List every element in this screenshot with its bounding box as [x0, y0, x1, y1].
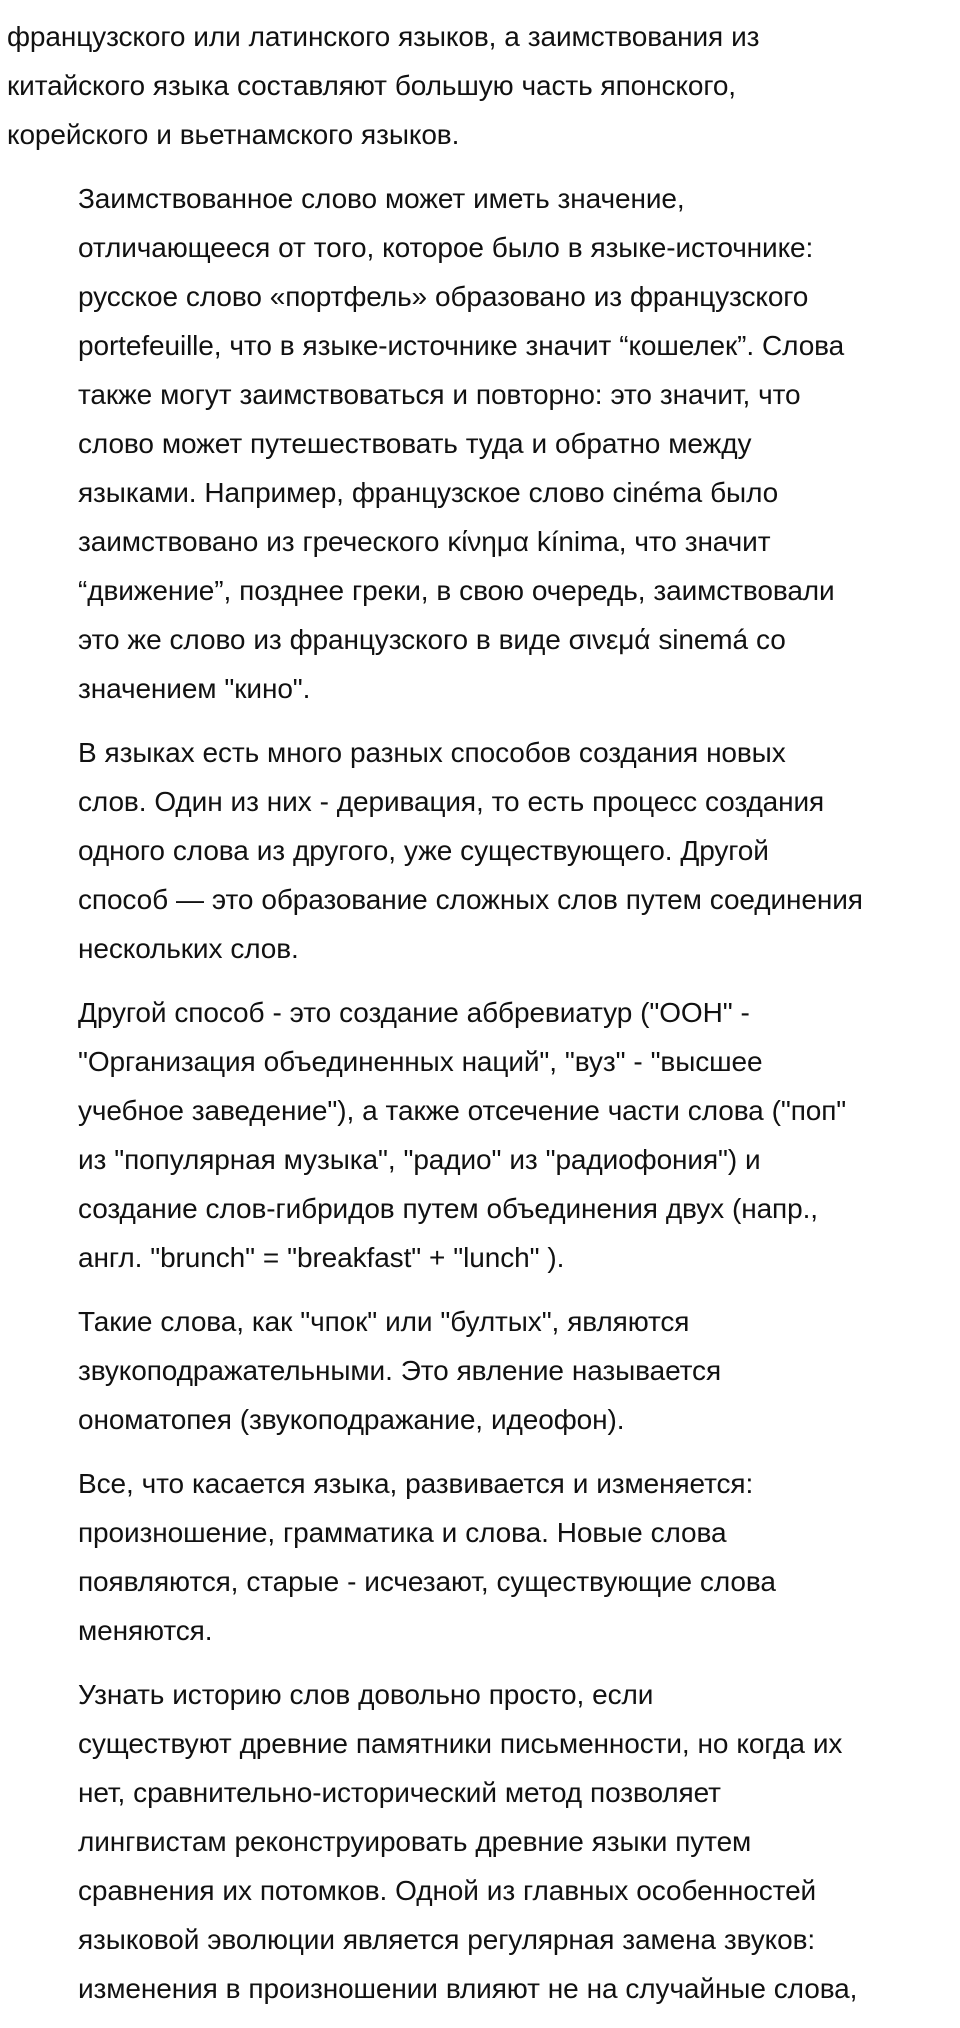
text-line: корейского и вьетнамского языков.	[7, 119, 460, 150]
text-line: русское слово «портфель» образовано из французского	[78, 281, 809, 312]
text-line: нескольких слов.	[78, 933, 299, 964]
text-line: учебное заведение"), а также отсечение части слова ("поп"	[78, 1095, 847, 1126]
text-line: сравнения их потомков. Одной из главных особенностей	[78, 1875, 817, 1906]
text-line: Другой способ - это создание аббревиатур ("ООН" -	[78, 997, 750, 1028]
text-line: из "популярная музыка", "радио" из "радиофония") и	[78, 1144, 761, 1175]
text-line: произношение, грамматика и слова. Новые слова	[78, 1517, 727, 1548]
text-line: Заимствованное слово может иметь значение,	[78, 183, 685, 214]
document-page	[7, 12, 947, 2028]
paragraph	[7, 1297, 947, 1444]
text-line: Все, что касается языка, развивается и изменяется:	[78, 1468, 754, 1499]
paragraph	[7, 174, 947, 713]
text-line: одного слова из другого, уже существующего. Другой	[78, 835, 769, 866]
text-line: также могут заимствоваться и повторно: это значит, что	[78, 379, 801, 410]
paragraph	[7, 728, 947, 973]
text-line: Такие слова, как "чпок" или "бултых", являются	[78, 1306, 690, 1337]
text-line: создание слов-гибридов путем объединения двух (напр.,	[78, 1193, 818, 1224]
text-line: слово может путешествовать туда и обратно между	[78, 428, 752, 459]
text-line: Узнать историю слов довольно просто, если	[78, 1679, 654, 1710]
text-line: отличающееся от того, которое было в языке-источнике:	[78, 232, 814, 263]
text-line: “движение”, позднее греки, в свою очередь, заимствовали	[78, 575, 835, 606]
text-line: языковой эволюции является регулярная замена звуков:	[78, 1924, 816, 1955]
text-line: китайского языка составляют большую часть японского,	[7, 70, 736, 101]
paragraph	[7, 1459, 947, 1655]
text-line: "Организация объединенных наций", "вуз" - "высшее	[78, 1046, 763, 1077]
text-line: лингвистам реконструировать древние языки путем	[78, 1826, 752, 1857]
text-line: англ. "brunch" = "breakfast" + "lunch" ).	[78, 1242, 565, 1273]
text-line: появляются, старые - исчезают, существующие слова	[78, 1566, 776, 1597]
text-line: В языках есть много разных способов создания новых	[78, 737, 786, 768]
text-line: звукоподражательными. Это явление называется	[78, 1355, 722, 1386]
text-line: нет, сравнительно-исторический метод позволяет	[78, 1777, 721, 1808]
text-line: способ — это образование сложных слов путем соединения	[78, 884, 863, 915]
text-line: французского или латинского языков, а заимствования из	[7, 21, 760, 52]
text-line: изменения в произношении влияют не на случайные слова,	[78, 1973, 858, 2004]
paragraph	[7, 12, 947, 159]
text-line: заимствовано из греческого κίνημα kínima, что значит	[78, 526, 771, 557]
text-line: языками. Например, французское слово cinéma было	[78, 477, 779, 508]
paragraph	[7, 988, 947, 1282]
text-line: значением "кино".	[78, 673, 311, 704]
text-line: существуют древние памятники письменности, но когда их	[78, 1728, 843, 1759]
text-line: меняются.	[78, 1615, 213, 1646]
text-line: это же слово из французского в виде σινεμά sinemá со	[78, 624, 786, 655]
text-line: ономатопея (звукоподражание, идеофон).	[78, 1404, 625, 1435]
paragraph	[7, 1670, 947, 2013]
text-line: portefeuille, что в языке-источнике значит “кошелек”. Слова	[78, 330, 845, 361]
text-line: слов. Один из них - деривация, то есть процесс создания	[78, 786, 825, 817]
